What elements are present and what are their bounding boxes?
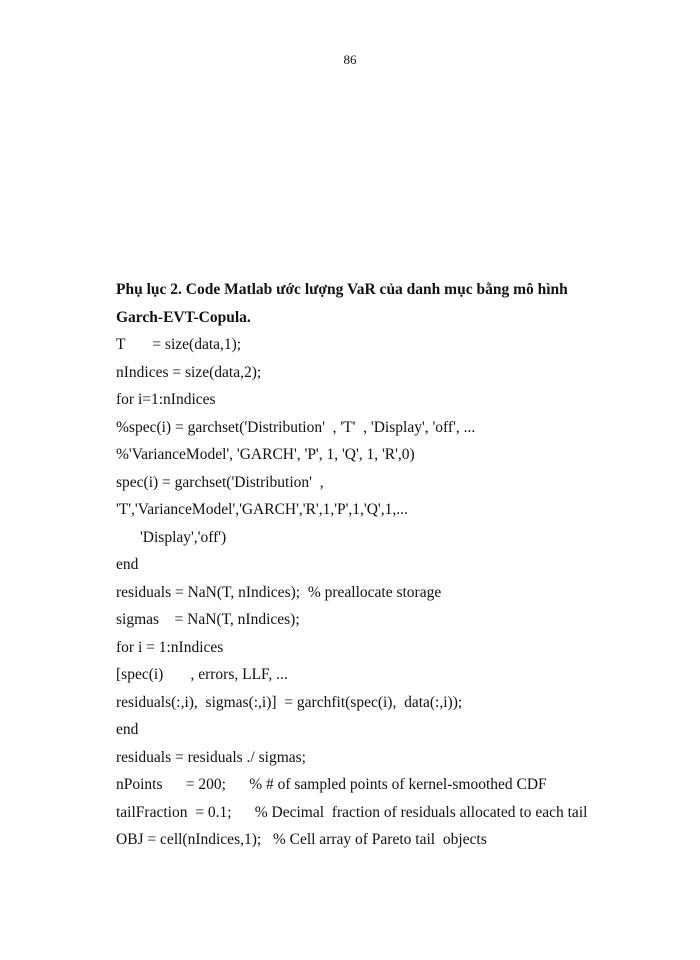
code-line: end: [116, 556, 139, 573]
code-line: %'VarianceModel', 'GARCH', 'P', 1, 'Q', 1, 'R',0): [116, 446, 415, 463]
appendix-title-line-1: Phụ lục 2. Code Matlab ước lượng VaR của danh mục bằng mô hình: [116, 281, 568, 298]
code-line: 'T','VarianceModel','GARCH','R',1,'P',1,'Q',1,...: [116, 501, 408, 518]
appendix-content: [116, 276, 676, 854]
code-line: %spec(i) = garchset('Distribution' , 'T' , 'Display', 'off', ...: [116, 418, 476, 436]
code-line: [spec(i) , errors, LLF, ...: [116, 666, 288, 683]
page-number: 86: [343, 52, 357, 67]
code-line: end: [116, 721, 139, 738]
code-line: for i = 1:nIndices: [116, 638, 224, 656]
code-line: residuals = residuals ./ sigmas;: [116, 748, 306, 766]
code-line: residuals = NaN(T, nIndices); % preallocate storage: [116, 583, 442, 601]
code-line: nIndices = size(data,2);: [116, 363, 262, 381]
code-line: T = size(data,1);: [116, 336, 242, 353]
code-line: spec(i) = garchset('Distribution' ,: [116, 473, 324, 491]
code-line: nPoints = 200; % # of sampled points of kernel-smoothed CDF: [116, 776, 547, 793]
code-line: for i=1:nIndices: [116, 391, 216, 408]
code-line: sigmas = NaN(T, nIndices);: [116, 611, 300, 628]
code-line: tailFraction = 0.1; % Decimal fraction of residuals allocated to each tail: [116, 803, 588, 821]
code-line: 'Display','off'): [140, 528, 227, 546]
code-line: residuals(:,i), sigmas(:,i)] = garchfit(spec(i), data(:,i));: [116, 693, 463, 711]
code-line: OBJ = cell(nIndices,1); % Cell array of Pareto tail objects: [116, 831, 487, 848]
appendix-title-line-2: Garch-EVT-Copula.: [116, 308, 251, 326]
